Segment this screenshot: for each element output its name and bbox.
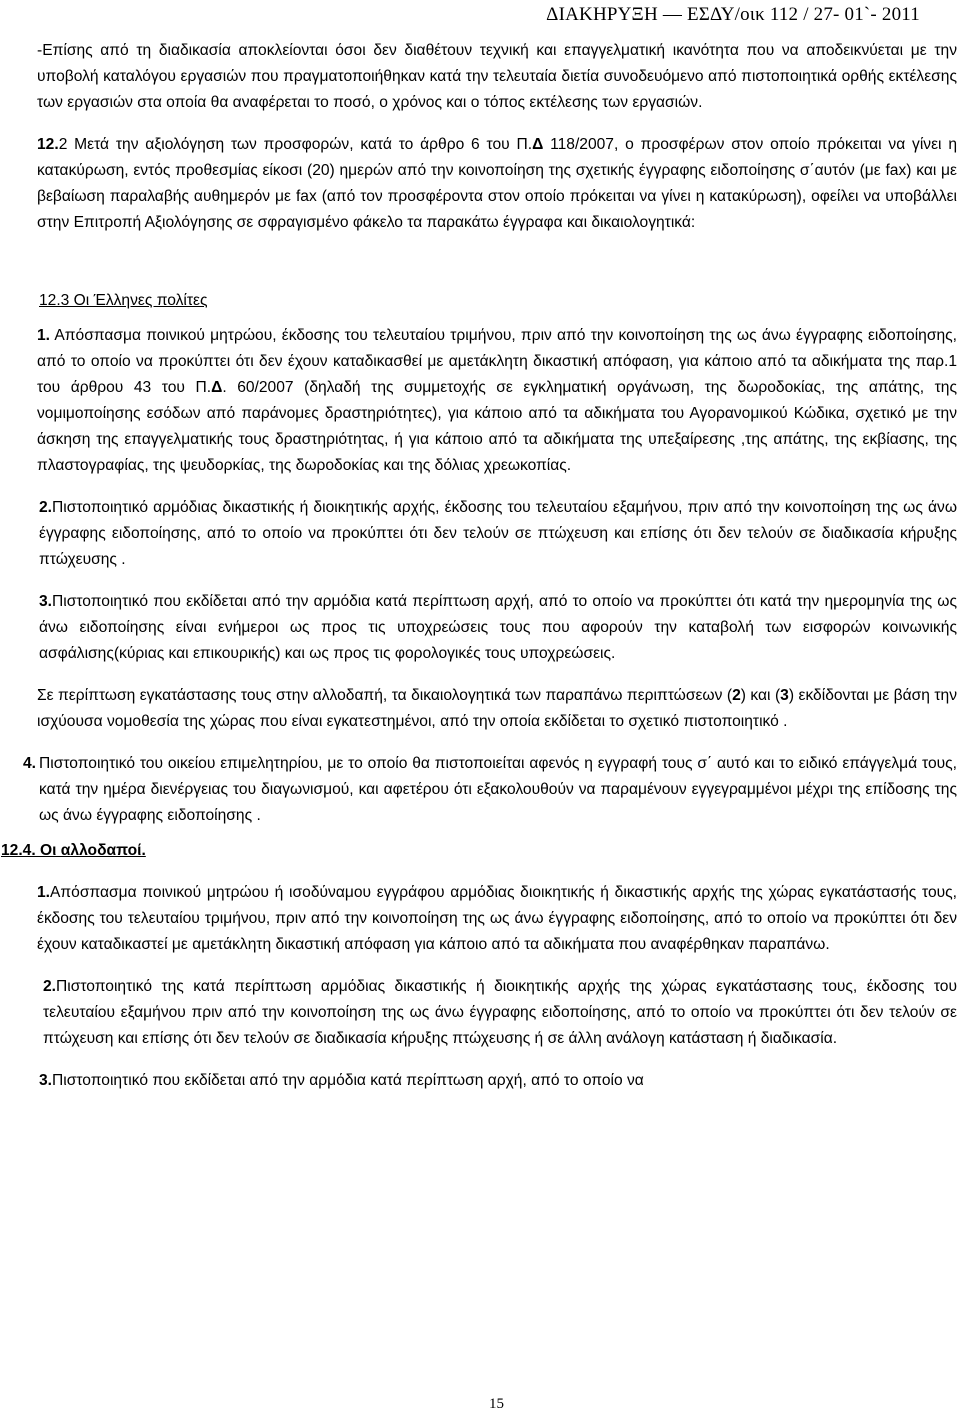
greek-item-1: 1. Απόσπασμα ποινικού μητρώου, έκδοσης του τελευταίου τριμήνου, πριν από την κοινοποίηση της ως άνω έγγραφης ειδοποίησης, από το οποίο να προκύπτει ότι δεν έχουν καταδικασθεί με αμετάκλητη δικαστική απόφαση, για κάποιο από τα αδικήματα της παρ.1 του άρθρου 43 του Π.Δ. 60/2007 (δηλαδή της συμμετοχής σε εγκληματική οργάνωση, της δωροδοκίας, της απάτης, της νομιμοποίησης εσόδων από παράνομες δραστηριότητες), για κάποιο από τα αδικήματα του Αγορανομικού Κώδικα, σχετικό με την άσκηση της επαγγελματικής τους δραστηριότητας, ή για κάποιο από τα αδικήματα της υπεξαίρεσης ,της απάτης, της εκβίασης, της πλαστογραφίας, της ψευδορκίας, της δωροδοκίας και της δόλιας χρεωκοπίας. (37, 327, 957, 474)
greek-item-4: 4. Πιστοποιητικό του οικείου επιμελητηρίου, με το οποίο θα πιστοποιείται αφενός η εγγραφή τους σ΄ αυτό και το ειδικό επάγγελμά τους, κατά την ημέρα διενέργειας του διαγωνισμού, και αφετέρου ότι εξακολουθούν να παραμένουν εγγεγραμμένοι μέχρι της επίδοσης της ως άνω έγγραφης ειδοποίησης . (23, 755, 957, 824)
foreign-establishment-paragraph: Σε περίπτωση εγκατάστασης τους στην αλλοδαπή, τα δικαιολογητικά των παραπάνω περιπτώσεων (2) και (3) εκδίδονται με βάση την ισχύουσα νομοθεσία της χώρας που είναι εγκατεστημένοι, από την οποία εκδίδεται το σχετικό πιστοποιητικό . (37, 687, 958, 730)
greek-item-2: 2.Πιστοποιητικό αρμόδιας δικαστικής ή διοικητικής αρχής, έκδοσης του τελευταίου εξαμήνου, πριν από την κοινοποίηση της ως άνω έγγραφης ειδοποίησης, από το οποίο να προκύπτει ότι δεν τελούν σε πτώχευση και επίσης ότι δεν τελούν σε διαδικασία κήρυξης πτώχευσης . (39, 499, 957, 568)
section-number: 12. (37, 136, 59, 153)
foreign-item-3: 3.Πιστοποιητικό που εκδίδεται από την αρμόδια κατά περίπτωση αρχή, από το οποίο να (39, 1072, 644, 1089)
document-body (1, 38, 958, 1094)
greek-item-3: 3.Πιστοποιητικό που εκδίδεται από την αρμόδια κατά περίπτωση αρχή, από το οποίο να προκύπτει ότι κατά την ημερομηνία της ως άνω ειδοποίησης είναι ενήμεροι ως προς τις υποχρεώσεις τους που αφορούν την καταβολή των εισφορών κοινωνικής ασφάλισης(κύριας και επικουρικής) και ως προς τις φορολογικές τους υποχρεώσεις. (39, 593, 957, 662)
section-12-4-heading: 12.4. Οι αλλοδαποί. (1, 842, 146, 859)
foreign-item-2: 2.Πιστοποιητικό της κατά περίπτωση αρμόδιας δικαστικής ή διοικητικής αρχής της χώρας εγκατάστασης τους, έκδοσης του τελευταίου εξαμήνου πριν από την κοινοποίηση της ως άνω έγγραφης ειδοποίησης, από το οποίο να προκύπτει ότι δεν τελούν σε πτώχευση και επίσης ότι δεν τελούν σε διαδικασία κήρυξης πτώχευσης ή σε άλλη ανάλογη κατάσταση ή διαδικασία. (43, 978, 957, 1047)
section-12-2-paragraph: 12.2 Μετά την αξιολόγηση των προσφορών, κατά το άρθρο 6 του Π.Δ 118/2007, ο προσφέρων στον οποίο πρόκειται να γίνει η κατακύρωση, εντός προθεσμίας είκοσι (20) ημερών από την κοινοποίηση της σχετικής έγγραφης ειδοποίησης σ΄αυτόν (με fax) και με βεβαίωση παραλαβής αυθημερόν με fax (από τον προσφέροντα στον οποίο πρόκειται να γίνει η κατακύρωση), οφείλει να υποβάλλει στην Επιτροπή Αξιολόγησης σε σφραγισμένο φάκελο τα παρακάτω έγγραφα και δικαιολογητικά: (37, 136, 957, 231)
section-12-3-heading: 12.3 Οι Έλληνες πολίτες (39, 292, 208, 309)
intro-paragraph: -Επίσης από τη διαδικασία αποκλείονται όσοι δεν διαθέτουν τεχνική και επαγγελματική ικανότητα που να αποδεικνύεται με την υποβολή καταλόγου εργασιών που πραγματοποιήθηκαν κατά την τελευταία διετία συνοδευόμενο από πιστοποιητικά ορθής εκτέλεσης των εργασιών στα οποία θα αναφέρεται το ποσό, ο χρόνος και ο τόπος εκτέλεσης των εργασιών. (37, 42, 957, 111)
document-header: ΔΙΑΚΗΡΥΞΗ — ΕΣΔΥ/οικ 112 / 27- 01`- 2011 (546, 4, 920, 25)
foreign-item-1: 1.Απόσπασμα ποινικού μητρώου ή ισοδύναμου εγγράφου αρμόδιας διοικητικής ή δικαστικής αρχής της χώρας εγκατάστασής τους, έκδοσης του τελευταίου τριμήνου, πριν από την κοινοποίηση της ως άνω έγγραφης ειδοποίησης, από το οποίο να προκύπτει ότι δεν έχουν καταδικαστεί με αμετάκλητη δικαστική απόφαση για κάποιο από τα αδικήματα που αναφέρθηκαν παραπάνω. (37, 884, 957, 953)
page-number: 15 (489, 1396, 504, 1412)
